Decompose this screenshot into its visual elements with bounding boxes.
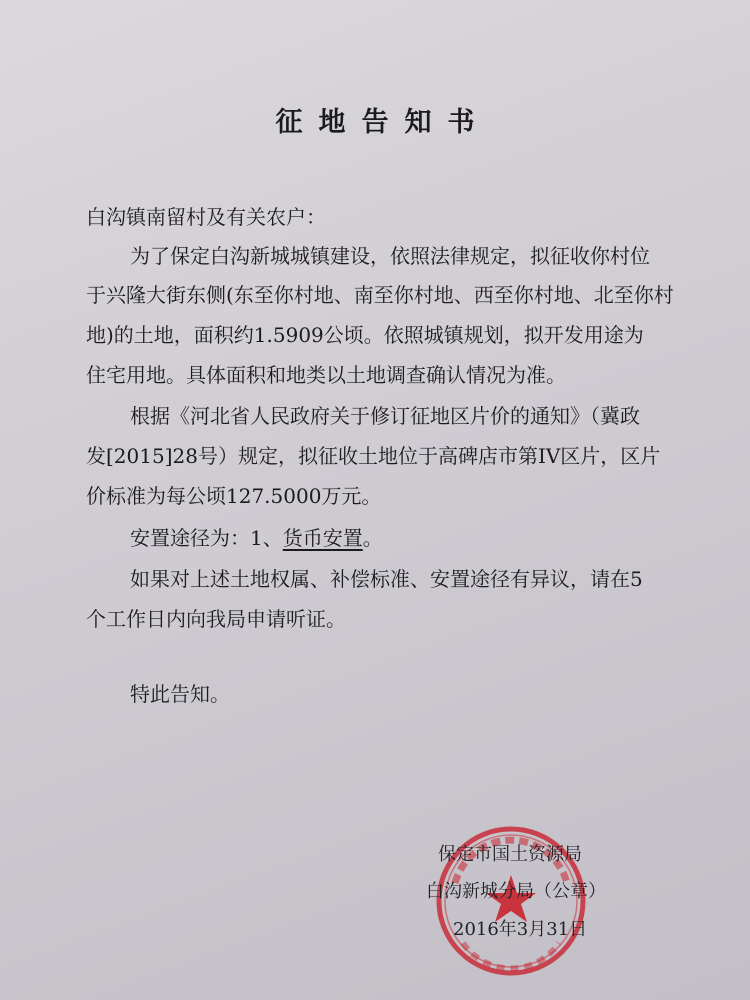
paragraph-4-line-1: 如果对上述土地权属、补偿标准、安置途径有异议，请在5	[130, 567, 643, 591]
paragraph-2-line-2: 发[2015]28号）规定，拟征收土地位于高碑店市第IV区片，区片	[86, 444, 661, 468]
addressee: 白沟镇南留村及有关农户：	[86, 205, 326, 229]
paragraph-1-line-4: 住宅用地。具体面积和地类以土地调查确认情况为准。	[86, 363, 566, 387]
paragraph-4-line-2: 个工作日内向我局申请听证。	[86, 607, 346, 631]
paragraph-1-line-3: 地)的土地，面积约1.5909公顷。依照城镇规划，拟开发用途为	[86, 323, 644, 347]
issuer-name: 保定市国土资源局	[438, 844, 582, 865]
paragraph-2-line-3: 价标准为每公顷127.5000万元。	[86, 484, 382, 508]
closing-text: 特此告知。	[130, 682, 230, 706]
paragraph-3	[130, 524, 383, 552]
issue-date: 2016年3月31日	[453, 919, 588, 940]
document-title: 征地告知书	[275, 107, 491, 138]
resettlement-label: 安置途径为：1、	[130, 526, 283, 550]
issuer-branch: 白沟新城分局（公章）	[426, 881, 606, 902]
paragraph-1-line-2: 于兴隆大街东侧(东至你村地、南至你村地、西至你村地、北至你村	[86, 283, 674, 307]
paragraph-2-line-1: 根据《河北省人民政府关于修订征地区片价的通知》（冀政	[130, 404, 640, 428]
paragraph-1-line-1: 为了保定白沟新城城镇建设，依照法律规定，拟征收你村位	[130, 244, 650, 268]
resettlement-period: 。	[362, 526, 383, 550]
resettlement-method: 货币安置	[282, 526, 363, 550]
